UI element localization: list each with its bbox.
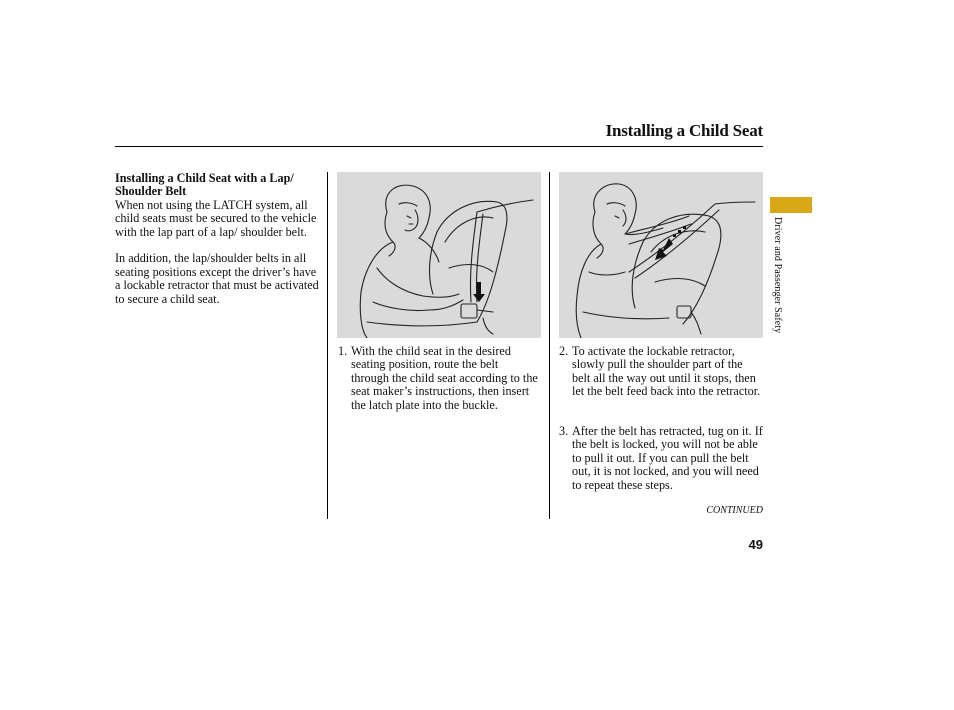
step-3 (559, 425, 763, 492)
illustration-route-belt (337, 172, 541, 338)
step-1-number: 1. (338, 344, 348, 358)
illustration-lock-retractor-drawing (559, 172, 763, 338)
intro-paragraph-1: When not using the LATCH system, all child seats must be secured to the vehicle with the lap part of a lap/ shoulder belt. (115, 197, 317, 239)
illustration-lock-retractor (559, 172, 763, 338)
intro-paragraph-2: In addition, the lap/shoulder belts in all seating positions except the driver’s have a lockable retractor that must be activated to secure a child seat. (115, 251, 319, 306)
column-divider-left (327, 172, 328, 519)
step-1 (338, 345, 538, 412)
page-number: 49 (748, 537, 763, 552)
continued-label: CONTINUED (706, 505, 763, 516)
step-2-number: 2. (559, 344, 569, 358)
title-rule (115, 146, 763, 147)
step-3-number: 3. (559, 424, 569, 438)
step-2-text: To activate the lockable retractor, slowly pull the shoulder part of the belt all the way out until it stops, then let the belt feed back into the retractor. (572, 344, 761, 399)
section-tab (770, 197, 812, 213)
step-1-text: With the child seat in the desired seating position, route the belt through the child seat according to the seat maker’s instructions, then insert the latch plate into the buckle. (351, 344, 538, 412)
column-divider-right (549, 172, 550, 519)
step-3-text: After the belt has retracted, tug on it. If the belt is locked, you will not be able to pull it out. If you can pull the belt out, it is not locked, and you will need to repeat these steps. (572, 424, 763, 492)
intro-column (115, 172, 321, 306)
page-title: Installing a Child Seat (605, 121, 763, 140)
section-heading: Installing a Child Seat with a Lap/ Shoulder Belt (115, 171, 294, 199)
section-side-label: Driver and Passenger Safety (772, 217, 783, 334)
step-2 (559, 345, 763, 399)
illustration-route-belt-drawing (337, 172, 541, 338)
